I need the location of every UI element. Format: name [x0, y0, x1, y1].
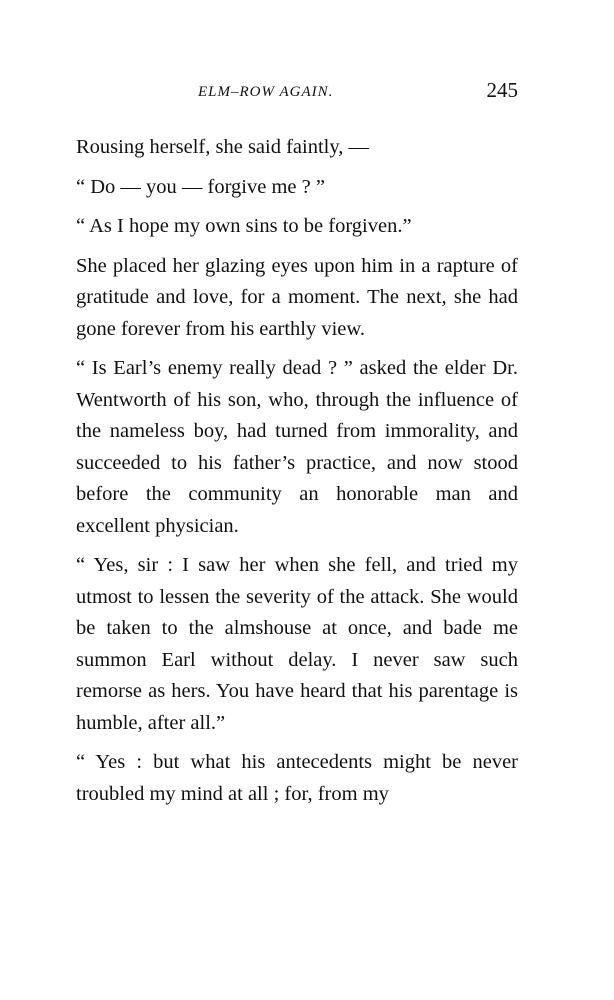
- paragraph: “ Yes, sir : I saw her when she fell, and tried my utmost to lessen the severity of the attack. She would be taken to the almshouse at once, and bade me summon Earl without delay. I never saw such remorse as hers. You have heard that his parentage is humble, after all.”: [76, 554, 518, 734]
- running-head: ELM–ROW AGAIN.: [198, 84, 334, 100]
- paragraph: “ Is Earl’s enemy really dead ? ” asked the elder Dr. Wentworth of his son, who, through the influence of the nameless boy, had turned from immorality, and succeeded to his father’s practice, and now stood before the community an honorable man and excellent physician.: [76, 357, 518, 537]
- page-header: [78, 78, 518, 108]
- body-text: [76, 132, 518, 818]
- page-number: 245: [486, 78, 518, 102]
- paragraph: “ Yes : but what his antecedents might be never troubled my mind at all ; for, from my: [76, 751, 518, 805]
- paragraph: “ Do — you — forgive me ? ”: [76, 175, 325, 198]
- paragraph: She placed her glazing eyes upon him in a rapture of gratitude and love, for a moment. The next, she had gone forever from his earthly view.: [76, 254, 518, 340]
- paragraph: “ As I hope my own sins to be forgiven.”: [76, 215, 412, 237]
- paragraph: Rousing herself, she said faintly, —: [76, 136, 370, 158]
